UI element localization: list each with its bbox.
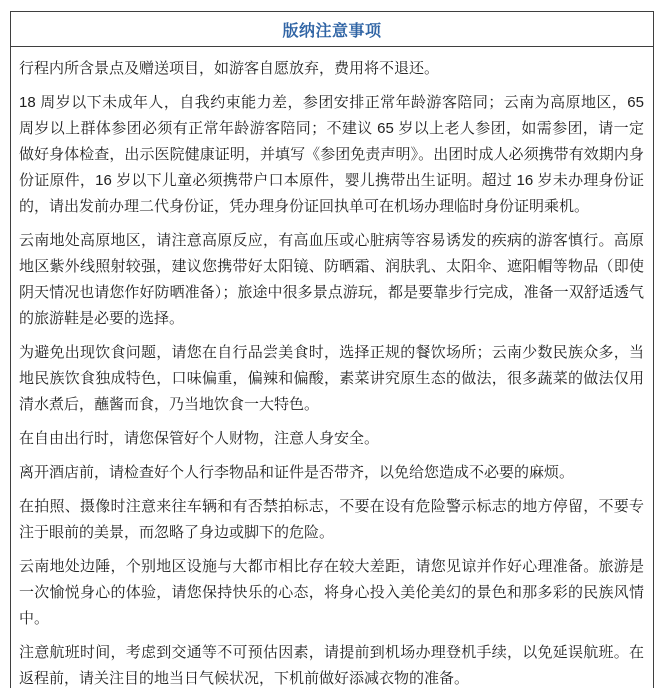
notice-paragraph: 为避免出现饮食问题，请您在自行品尝美食时，选择正规的餐饮场所；云南少数民族众多，当地民族饮食独成特色，口味偏重，偏辣和偏酸，素菜讲究原生态的做法，很多蔬菜的做法仅用清水煮后，蘸酱而食，乃当地饮食一大特色。 (19, 344, 644, 413)
notice-paragraph: 行程内所含景点及赠送项目，如游客自愿放弃，费用将不退还。 (19, 60, 440, 77)
notice-paragraph: 18 周岁以下未成年人，自我约束能力差，参团安排正常年龄游客陪同；云南为高原地区，65 周岁以上群体参团必须有正常年龄游客陪同；不建议 65 岁以上老人参团，如需参团，请一定做好身体检查，出示医院健康证明，并填写《参团免责声明》。出团时成人必须携带有效期内身份证原件，16 岁以下儿童必须携带户口本原件，婴儿携带出生证明。超过 16 岁未办理身份证的，请出发前办理二代身份证，凭办理身份证回执单可在机场办理临时身份证明乘机。 (19, 94, 644, 215)
notice-document (10, 11, 654, 688)
document-title: 版纳注意事项 (282, 23, 382, 40)
notice-paragraph: 注意航班时间，考虑到交通等不可预估因素，请提前到机场办理登机手续，以免延误航班。在返程前，请关注目的地当日气候状况，下机前做好添减衣物的准备。 (19, 644, 644, 687)
notice-paragraph: 在拍照、摄像时注意来往车辆和有否禁拍标志，不要在设有危险警示标志的地方停留，不要专注于眼前的美景，而忽略了身边或脚下的危险。 (19, 498, 644, 541)
document-body (11, 47, 653, 688)
notice-paragraph: 在自由出行时，请您保管好个人财物，注意人身安全。 (19, 430, 380, 447)
notice-paragraph: 云南地处高原地区，请注意高原反应，有高血压或心脏病等容易诱发的疾病的游客慎行。高原地区紫外线照射较强，建议您携带好太阳镜、防晒霜、润肤乳、太阳伞、遮阳帽等物品（即使阴天情况也请您作好防晒准备）；旅途中很多景点游玩，都是要靠步行完成，准备一双舒适透气的旅游鞋是必要的选择。 (19, 232, 644, 327)
document-header (11, 12, 653, 47)
notice-paragraph: 离开酒店前，请检查好个人行李物品和证件是否带齐，以免给您造成不必要的麻烦。 (19, 464, 575, 481)
notice-paragraph: 云南地处边陲，个别地区设施与大都市相比存在较大差距，请您见谅并作好心理准备。旅游是一次愉悦身心的体验，请您保持快乐的心态，将身心投入美伦美幻的景色和那多彩的民族风情中。 (19, 558, 644, 627)
